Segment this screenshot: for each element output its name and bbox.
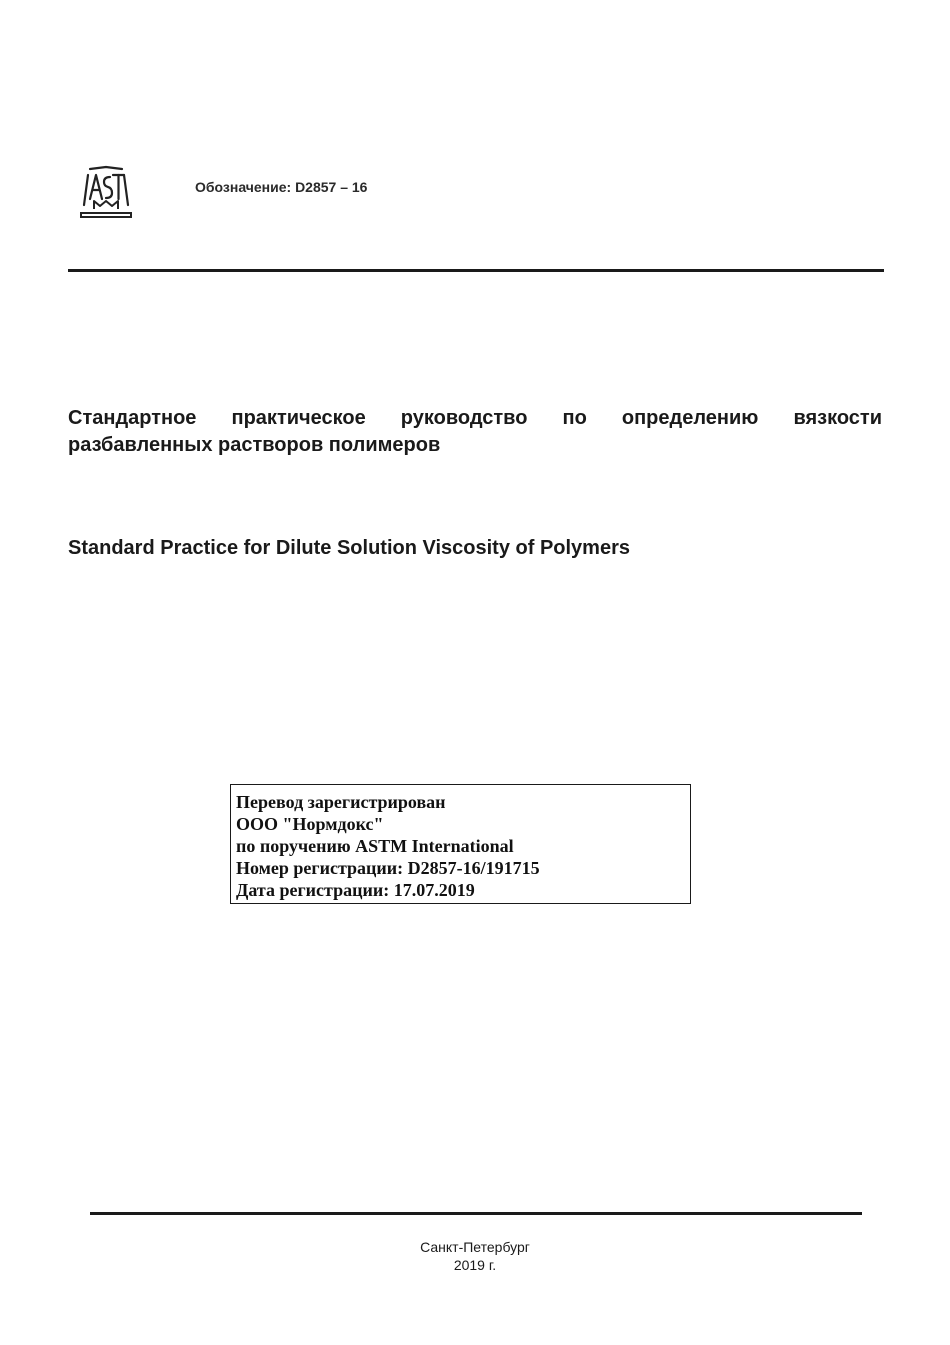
header-divider bbox=[68, 269, 884, 272]
footer-divider bbox=[90, 1212, 862, 1215]
footer-year: 2019 г. bbox=[453, 1257, 497, 1273]
registration-line: ООО "Нормдокс" bbox=[236, 814, 384, 834]
footer bbox=[0, 1238, 950, 1274]
registration-box bbox=[230, 784, 691, 904]
document-designation: Обозначение: D2857 – 16 bbox=[195, 179, 368, 195]
registration-line: по поручению ASTM International bbox=[236, 836, 514, 856]
astm-international-logo-icon bbox=[80, 165, 132, 221]
registration-number: Номер регистрации: D2857-16/191715 bbox=[236, 858, 540, 878]
title-english: Standard Practice for Dilute Solution Viscosity of Polymers bbox=[68, 537, 630, 559]
registration-line: Перевод зарегистрирован bbox=[236, 792, 446, 812]
registration-date: Дата регистрации: 17.07.2019 bbox=[236, 880, 475, 900]
title-russian: Стандартное практическое руководство по определению вязкости разбавленных растворов полимеров bbox=[68, 407, 882, 456]
footer-city: Санкт-Петербург bbox=[420, 1239, 530, 1255]
